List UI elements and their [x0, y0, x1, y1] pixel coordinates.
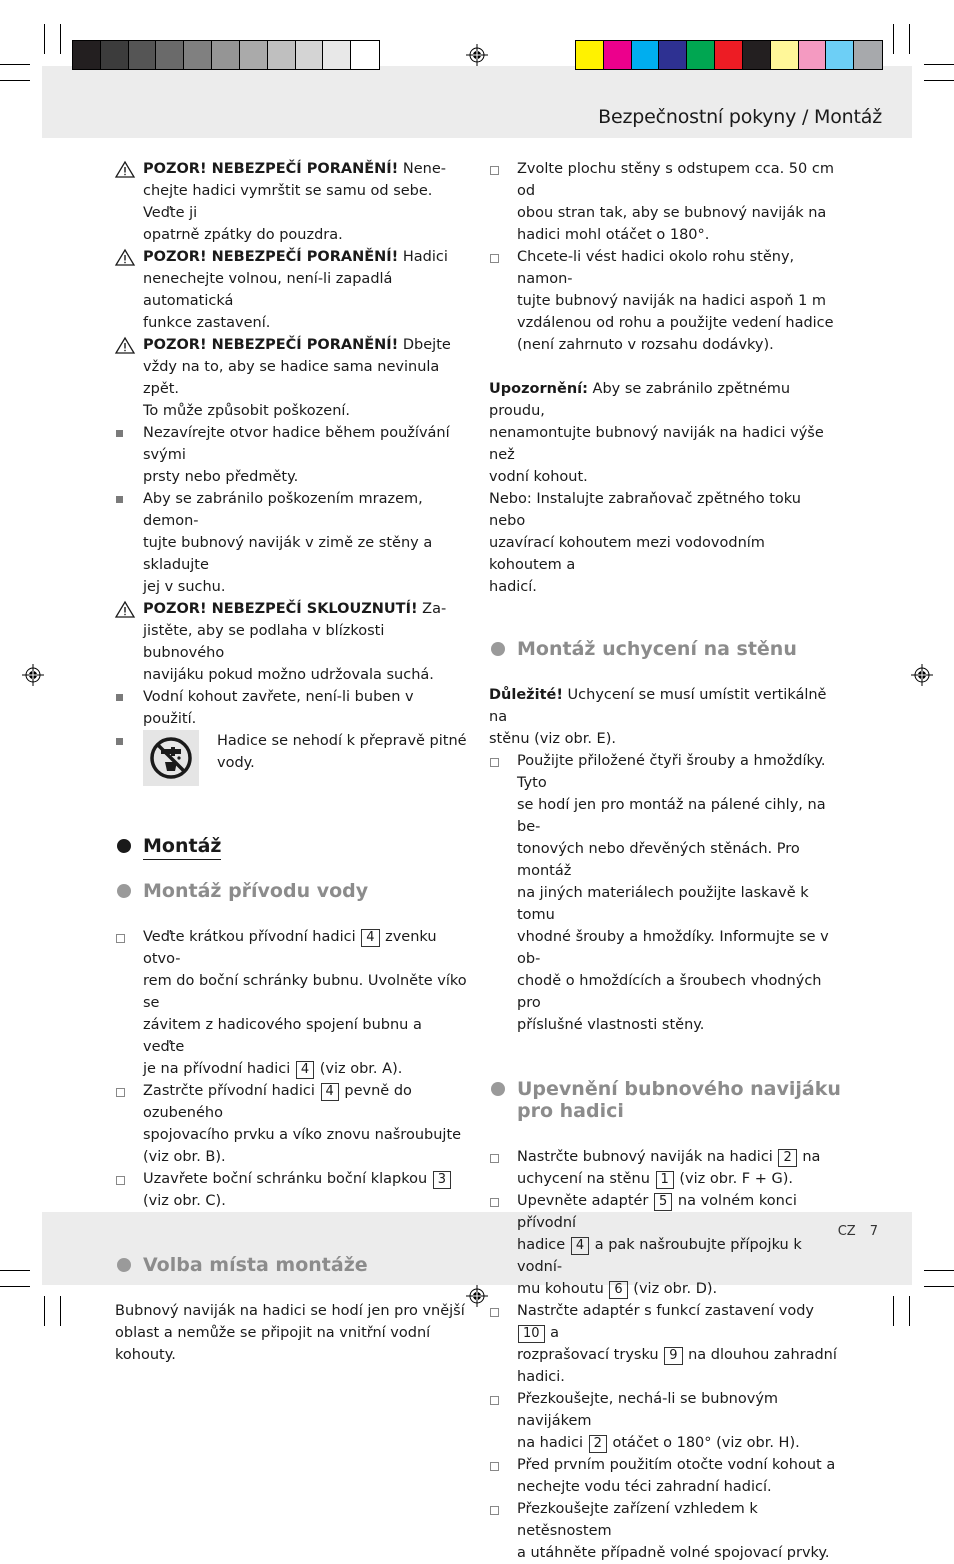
- step-text: je na přívodní hadici: [143, 1061, 295, 1077]
- bullet-text: Vodní kohout zavřete, není-li buben v použití.: [143, 689, 414, 727]
- part-number: 4: [361, 929, 379, 947]
- heading-text: pro hadici: [517, 1100, 624, 1122]
- important-label: Důležité!: [489, 687, 563, 703]
- bullet-item: [115, 686, 467, 730]
- paragraph-text: oblast a nemůže se připojit na vnitřní vodní kohouty.: [115, 1325, 431, 1363]
- warning-text: opatrně zpátky do pouzdra.: [143, 227, 343, 243]
- bullet-item: [115, 488, 467, 598]
- warning-text: funkce zastavení.: [143, 315, 271, 331]
- step-text: a: [545, 1325, 560, 1341]
- step-item: [489, 158, 841, 246]
- warning-triangle-icon: [115, 249, 135, 266]
- step-text: na volném konci přívodní: [517, 1193, 797, 1231]
- step-item: [489, 246, 841, 356]
- left-column: [115, 158, 467, 1366]
- important-paragraph: [489, 684, 841, 750]
- part-number: 10: [518, 1325, 545, 1343]
- step-text: chodě o hmoždících a šroubech vhodných pro: [517, 973, 822, 1011]
- step-text: tujte bubnový naviják na hadici aspoň 1 m: [517, 293, 827, 309]
- warning-label: POZOR! NEBEZPEČÍ PORANĚNÍ!: [143, 161, 399, 177]
- section-heading-location: Volba místa montáže: [115, 1254, 467, 1276]
- step-text: a utáhněte případně volné spojovací prvky.: [517, 1545, 830, 1561]
- crop-mark: [60, 24, 61, 54]
- step-item: [115, 1168, 467, 1212]
- step-text: Použijte přiložené čtyři šrouby a hmoždíky. Tyto: [517, 753, 826, 791]
- step-item: [489, 1498, 841, 1564]
- bullet-text: Hadice se nehodí k přepravě pitné: [217, 733, 467, 749]
- step-item: [489, 1300, 841, 1388]
- warning-text: Za-: [417, 601, 447, 617]
- crop-mark: [909, 1296, 910, 1326]
- part-number: 4: [571, 1237, 589, 1255]
- step-text: pevně do ozubeného: [143, 1083, 412, 1121]
- crop-mark: [924, 64, 954, 65]
- warning-text: To může způsobit poškození.: [143, 403, 351, 419]
- step-text: uchycení na stěnu: [517, 1171, 655, 1187]
- bullet-text: vody.: [217, 755, 255, 771]
- step-text: rem do boční schránky bubnu. Uvolněte víko se: [143, 973, 467, 1011]
- part-number: 9: [664, 1347, 682, 1365]
- color-swatch: [799, 41, 827, 69]
- part-number: 2: [589, 1435, 607, 1453]
- color-swatch: [826, 41, 854, 69]
- step-text: (není zahrnuto v rozsahu dodávky).: [517, 337, 774, 353]
- warning-triangle-icon: [115, 601, 135, 618]
- warning-text: navijáku pokud možno udržovala suchá.: [143, 667, 434, 683]
- note-paragraph: [489, 378, 841, 598]
- step-item: [489, 1454, 841, 1498]
- warning-text: jistěte, aby se podlaha v blízkosti bubnového: [143, 623, 385, 661]
- warning-label: POZOR! NEBEZPEČÍ PORANĚNÍ!: [143, 337, 399, 353]
- step-item: [489, 1388, 841, 1454]
- step-text: a pak našroubujte přípojku k vodní-: [517, 1237, 802, 1275]
- color-swatch: [632, 41, 660, 69]
- step-text: (viz obr. A).: [315, 1061, 403, 1077]
- crop-mark: [909, 24, 910, 54]
- note-text: uzavírací kohoutem mezi vodovodním kohoutem a: [489, 535, 765, 573]
- step-text: hadice: [517, 1237, 570, 1253]
- step-item: [489, 1146, 841, 1190]
- crop-mark: [0, 1286, 30, 1287]
- crop-mark: [0, 80, 30, 81]
- step-text: Uzavřete boční schránku boční klapkou: [143, 1171, 432, 1187]
- note-text: Aby se zabránilo zpětnému proudu,: [489, 381, 791, 419]
- heading-text: Upevnění bubnového navijáku: [517, 1078, 841, 1100]
- warning-label: POZOR! NEBEZPEČÍ SKLOUZNUTÍ!: [143, 601, 418, 617]
- step-text: na hadici: [517, 1435, 588, 1451]
- section-heading-water-supply: Montáž přívodu vody: [115, 880, 467, 902]
- bullet-item: [115, 422, 467, 488]
- step-text: obou stran tak, aby se bubnový naviják na: [517, 205, 827, 221]
- crop-mark: [924, 1286, 954, 1287]
- crop-mark: [893, 1296, 894, 1326]
- step-text: Přezkoušejte zařízení vzhledem k netěsnostem: [517, 1501, 758, 1539]
- color-swatch: [604, 41, 632, 69]
- part-number: 2: [778, 1149, 796, 1167]
- crop-mark: [0, 64, 30, 65]
- step-text: hadici mohl otáčet o 180°.: [517, 227, 710, 243]
- bullet-item: [115, 730, 467, 786]
- bullet-text: Nezavírejte otvor hadice během používání svými: [143, 425, 450, 463]
- color-swatch: [73, 41, 101, 69]
- color-swatch: [268, 41, 296, 69]
- step-item: [489, 750, 841, 1036]
- crop-mark: [924, 80, 954, 81]
- warning-triangle-icon: [115, 337, 135, 354]
- step-text: spojovacího prvku a víko znovu našroubujte: [143, 1127, 462, 1143]
- step-text: Chcete-li vést hadici okolo rohu stěny, namon-: [517, 249, 795, 287]
- page-number: 7: [869, 1224, 878, 1239]
- crop-mark: [44, 24, 45, 54]
- color-swatch: [351, 41, 379, 69]
- warning-triangle-icon: [115, 161, 135, 178]
- color-swatch: [771, 41, 799, 69]
- section-heading-reel-mount: [489, 1078, 841, 1122]
- color-swatch: [184, 41, 212, 69]
- registration-mark-icon: [466, 44, 488, 66]
- step-text: vhodné šrouby a hmoždíky. Informujte se v ob-: [517, 929, 829, 967]
- step-text: Upevněte adaptér: [517, 1193, 654, 1209]
- color-swatch: [296, 41, 324, 69]
- warning-label: POZOR! NEBEZPEČÍ PORANĚNÍ!: [143, 249, 399, 265]
- part-number: 3: [433, 1171, 451, 1189]
- bullet-text: tujte bubnový naviják v zimě ze stěny a skladujte: [143, 535, 433, 573]
- color-swatch: [212, 41, 240, 69]
- color-swatch: [743, 41, 771, 69]
- important-text: Uchycení se musí umístit vertikálně na: [489, 687, 827, 725]
- step-text: Zastrčte přívodní hadici: [143, 1083, 320, 1099]
- crop-mark: [924, 1270, 954, 1271]
- registration-mark-icon: [911, 664, 933, 686]
- step-text: (viz obr. B).: [143, 1149, 226, 1165]
- not-drinking-water-icon: [143, 730, 199, 786]
- crop-mark: [893, 24, 894, 54]
- note-text: vodní kohout.: [489, 469, 588, 485]
- note-text: nenamontujte bubnový naviják na hadici výše než: [489, 425, 824, 463]
- warning-item: [115, 598, 467, 686]
- language-code: CZ: [837, 1224, 856, 1239]
- registration-mark-icon: [22, 664, 44, 686]
- warning-text: chejte hadici vymrštit se samu od sebe. Veďte ji: [143, 183, 433, 221]
- page-title: Bezpečnostní pokyny / Montáž: [598, 106, 882, 128]
- warning-item: [115, 334, 467, 422]
- warning-text: Dbejte: [398, 337, 451, 353]
- part-number: 5: [654, 1193, 672, 1211]
- step-text: hadici.: [517, 1369, 565, 1385]
- warning-item: [115, 246, 467, 334]
- grayscale-color-bar: [72, 40, 380, 70]
- crop-mark: [0, 1270, 30, 1271]
- step-text: příslušné vlastnosti stěny.: [517, 1017, 705, 1033]
- color-swatch: [156, 41, 184, 69]
- color-swatch: [101, 41, 129, 69]
- color-swatch: [576, 41, 604, 69]
- step-text: vzdálenou od rohu a použijte vedení hadice: [517, 315, 834, 331]
- part-number: 6: [609, 1281, 627, 1299]
- warning-text: Nene-: [398, 161, 447, 177]
- color-swatch: [323, 41, 351, 69]
- paragraph: [115, 1300, 467, 1366]
- color-swatch: [854, 41, 882, 69]
- warning-text: Hadici: [398, 249, 448, 265]
- step-text: tonových nebo dřevěných stěnách. Pro montáž: [517, 841, 800, 879]
- color-swatch: [687, 41, 715, 69]
- step-text: (viz obr. F + G).: [674, 1171, 794, 1187]
- step-text: závitem z hadicového spojení bubnu a veďte: [143, 1017, 422, 1055]
- step-text: Nastrčte bubnový naviják na hadici: [517, 1149, 778, 1165]
- bullet-text: Aby se zabránilo poškozením mrazem, demon-: [143, 491, 423, 529]
- step-text: Zvolte plochu stěny s odstupem cca. 50 cm od: [517, 161, 834, 199]
- paragraph-text: Bubnový naviják na hadici se hodí jen pro vnější: [115, 1303, 465, 1319]
- crop-mark: [44, 1296, 45, 1326]
- bullet-text: prsty nebo předměty.: [143, 469, 299, 485]
- color-swatch: [129, 41, 157, 69]
- note-text: hadicí.: [489, 579, 537, 595]
- heading-text: Montáž: [143, 834, 221, 860]
- warning-item: [115, 158, 467, 246]
- note-text: Nebo: Instalujte zabraňovač zpětného toku nebo: [489, 491, 801, 529]
- part-number: 4: [296, 1061, 314, 1079]
- color-swatch: [240, 41, 268, 69]
- step-text: mu kohoutu: [517, 1281, 609, 1297]
- step-text: na: [797, 1149, 821, 1165]
- section-heading-wall-mount: Montáž uchycení na stěnu: [489, 638, 841, 660]
- part-number: 1: [656, 1171, 674, 1189]
- section-heading-montaz: [115, 834, 467, 860]
- step-text: (viz obr. C).: [143, 1193, 226, 1209]
- important-text: stěnu (viz obr. E).: [489, 731, 616, 747]
- process-color-bar: [575, 40, 883, 70]
- step-text: (viz obr. D).: [628, 1281, 718, 1297]
- note-label: Upozornění:: [489, 381, 588, 397]
- registration-mark-icon: [466, 1285, 488, 1307]
- crop-mark: [60, 1296, 61, 1326]
- part-number: 4: [321, 1083, 339, 1101]
- step-text: na jiných materiálech použijte laskavě k tomu: [517, 885, 809, 923]
- color-swatch: [659, 41, 687, 69]
- warning-text: nenechejte volnou, není-li zapadlá automatická: [143, 271, 393, 309]
- step-text: otáčet o 180° (viz obr. H).: [607, 1435, 800, 1451]
- step-text: na dlouhou zahradní: [683, 1347, 837, 1363]
- bullet-text: jej v suchu.: [143, 579, 226, 595]
- step-text: Přezkoušejte, nechá-li se bubnovým navijákem: [517, 1391, 779, 1429]
- step-item: [115, 1080, 467, 1168]
- step-item: [489, 1190, 841, 1300]
- warning-text: vždy na to, aby se hadice sama nevinula zpět.: [143, 359, 440, 397]
- color-swatch: [715, 41, 743, 69]
- step-text: rozprašovací trysku: [517, 1347, 664, 1363]
- step-text: zvenku otvo-: [143, 929, 437, 967]
- right-column: [489, 158, 841, 1564]
- step-text: Před prvním použitím otočte vodní kohout a: [517, 1457, 836, 1473]
- step-text: Nastrčte adaptér s funkcí zastavení vody: [517, 1303, 815, 1319]
- step-text: Veďte krátkou přívodní hadici: [143, 929, 361, 945]
- step-text: se hodí jen pro montáž na pálené cihly, na be-: [517, 797, 826, 835]
- step-text: nechejte vodu téci zahradní hadicí.: [517, 1479, 772, 1495]
- step-item: [115, 926, 467, 1080]
